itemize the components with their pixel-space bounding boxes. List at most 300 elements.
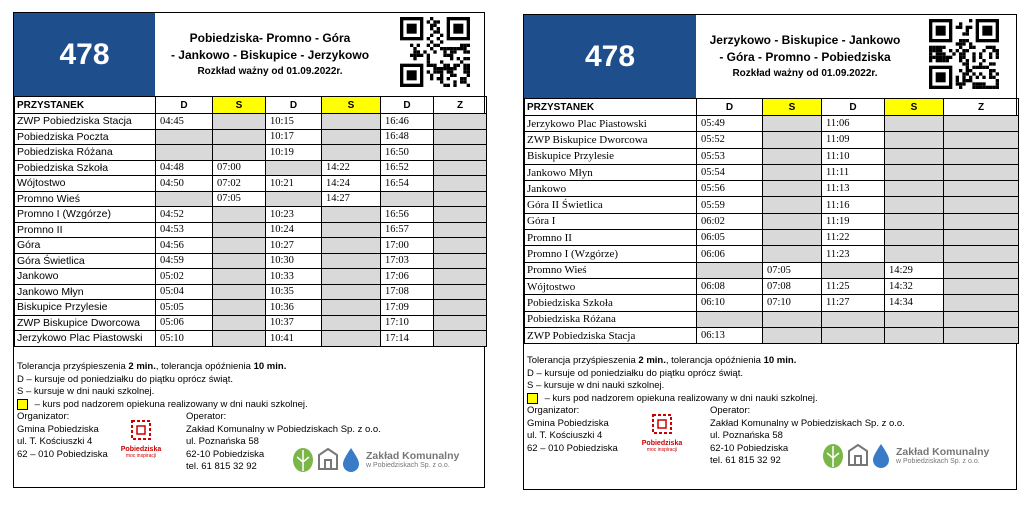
departure-time: [266, 191, 322, 207]
departure-time: [944, 116, 1019, 132]
departure-time: 04:48: [156, 160, 213, 176]
table-row: [15, 129, 487, 145]
departure-time: [763, 181, 822, 197]
table-row: [525, 116, 1019, 132]
organizer-label: Organizator:: [17, 411, 70, 422]
departure-time: 14:29: [885, 262, 944, 278]
stop-name: Jankowo: [525, 181, 697, 197]
stop-name: Pobiedziska Poczta: [15, 129, 156, 145]
departure-time: 05:10: [156, 331, 213, 347]
departure-time: 10:33: [266, 269, 322, 285]
departure-time: [213, 145, 266, 161]
departure-time: [944, 311, 1019, 327]
operator-line: ul. Poznańska 58: [710, 430, 783, 441]
timetable-right: [523, 14, 1017, 490]
tolerance-text: Tolerancja przyśpieszenia: [17, 361, 129, 372]
departure-time: [213, 207, 266, 223]
table-row: [525, 278, 1019, 294]
header: [14, 13, 484, 97]
zk-logo-icon: [822, 441, 892, 469]
table-row: [15, 207, 487, 223]
departure-time: [434, 191, 487, 207]
departure-time: [763, 311, 822, 327]
departure-time: [822, 327, 885, 343]
logo-sub: moc inspiracji: [646, 447, 678, 453]
header: [524, 15, 1016, 99]
departure-time: 05:59: [697, 197, 763, 213]
organizer-line: 62 – 010 Pobiedziska: [527, 442, 618, 454]
route-number: 478: [524, 15, 696, 98]
yellow-square-icon: [527, 393, 538, 404]
departure-time: 05:54: [697, 164, 763, 180]
operator-line: tel. 61 815 32 92: [710, 455, 781, 466]
yellow-note-text: – kurs pod nadzorem opiekuna realizowany w dni nauki szkolnej.: [542, 392, 818, 404]
departure-time: [434, 284, 487, 300]
table-row: [525, 213, 1019, 229]
stop-name: ZWP Biskupice Dworcowa: [15, 315, 156, 331]
route-line-2: - Jankowo - Biskupice - Jerzykowo: [170, 48, 370, 62]
operator-line: tel. 61 815 32 92: [186, 461, 257, 472]
departure-time: 05:02: [156, 269, 213, 285]
d-note: D – kursuje od poniedziałku do piątku oprócz świąt.: [17, 373, 233, 385]
departure-time: 10:27: [266, 238, 322, 254]
departure-time: [944, 295, 1019, 311]
s-note: S – kursuje w dni nauki szkolnej.: [17, 386, 155, 397]
departure-time: 06:05: [697, 230, 763, 246]
departure-time: 10:30: [266, 253, 322, 269]
table-row: [525, 148, 1019, 164]
stop-name: Pobiedziska Szkoła: [525, 295, 697, 311]
col-s: S: [322, 97, 381, 114]
departure-time: 05:05: [156, 300, 213, 316]
stop-name: Promno I (Wzgórze): [15, 207, 156, 223]
route-line-2: - Góra - Promno - Pobiedziska: [719, 50, 891, 64]
notes: [527, 355, 818, 405]
departure-time: 11:11: [822, 164, 885, 180]
stop-name: Góra I: [525, 213, 697, 229]
departure-time: 11:22: [822, 230, 885, 246]
departure-time: 05:56: [697, 181, 763, 197]
pobiedziska-logo-icon: [651, 413, 673, 435]
departure-time: [322, 114, 381, 130]
departure-time: 05:52: [697, 132, 763, 148]
departure-time: [434, 238, 487, 254]
departure-time: 17:14: [381, 331, 434, 347]
zk-logo: [292, 445, 459, 473]
departure-time: [763, 164, 822, 180]
departure-time: [944, 213, 1019, 229]
departure-time: 04:45: [156, 114, 213, 130]
operator-line: Zakład Komunalny w Pobiedziskach Sp. z o.o.: [710, 417, 905, 429]
departure-time: 10:36: [266, 300, 322, 316]
organizer-line: Gmina Pobiedziska: [17, 423, 99, 435]
organizer: [17, 411, 108, 461]
stop-name: ZWP Biskupice Dworcowa: [525, 132, 697, 148]
departure-time: [434, 300, 487, 316]
departure-time: [763, 148, 822, 164]
table-row: [525, 164, 1019, 180]
departure-time: [763, 132, 822, 148]
departure-time: [213, 331, 266, 347]
stop-name: Góra II Świetlica: [525, 197, 697, 213]
col-stop: PRZYSTANEK: [525, 99, 697, 116]
departure-time: [322, 331, 381, 347]
departure-time: [434, 114, 487, 130]
s-note: S – kursuje w dni nauki szkolnej.: [527, 380, 665, 391]
departure-time: [434, 315, 487, 331]
departure-time: [944, 246, 1019, 262]
col-s: S: [885, 99, 944, 116]
departure-time: [213, 253, 266, 269]
departure-time: [434, 207, 487, 223]
organizer-line: Gmina Pobiedziska: [527, 417, 609, 429]
departure-time: [156, 191, 213, 207]
col-s: S: [213, 97, 266, 114]
zk-logo: [822, 441, 989, 469]
departure-time: 16:57: [381, 222, 434, 238]
departure-time: 17:00: [381, 238, 434, 254]
departure-time: [213, 269, 266, 285]
tolerance-text: Tolerancja przyśpieszenia: [527, 355, 639, 366]
departure-time: 10:41: [266, 331, 322, 347]
stop-name: Pobiedziska Różana: [525, 311, 697, 327]
table-row: [525, 295, 1019, 311]
qr-code-icon: [400, 17, 470, 87]
route-title: [155, 13, 385, 96]
departure-time: 06:08: [697, 278, 763, 294]
departure-time: [885, 213, 944, 229]
route-number: 478: [14, 13, 155, 96]
table-row: [525, 197, 1019, 213]
table-row: [15, 114, 487, 130]
departure-time: 11:16: [822, 197, 885, 213]
departure-time: [156, 145, 213, 161]
departure-time: [434, 176, 487, 192]
departure-time: [322, 145, 381, 161]
tolerance-accel: 2 min.: [128, 361, 156, 372]
departure-time: [213, 114, 266, 130]
stop-name: Biskupice Przylesie: [525, 148, 697, 164]
stop-name: ZWP Pobiedziska Stacja: [15, 114, 156, 130]
departure-time: 07:08: [763, 278, 822, 294]
departure-time: 06:13: [697, 327, 763, 343]
departure-time: 17:10: [381, 315, 434, 331]
departure-time: 04:52: [156, 207, 213, 223]
departure-time: 04:53: [156, 222, 213, 238]
table-row: [15, 253, 487, 269]
col-stop: PRZYSTANEK: [15, 97, 156, 114]
tolerance-note: [527, 355, 818, 368]
tolerance-delay: 10 min.: [763, 355, 797, 366]
departure-time: [944, 132, 1019, 148]
departure-time: [944, 148, 1019, 164]
table-row: [525, 311, 1019, 327]
stop-name: Góra Świetlica: [15, 253, 156, 269]
stop-name: Promno I (Wzgórze): [525, 246, 697, 262]
col-z: Z: [434, 97, 487, 114]
zk-logo-title: Zakład Komunalny: [366, 449, 460, 462]
departure-time: [697, 311, 763, 327]
organizer-label: Organizator:: [527, 405, 580, 416]
table-row: [15, 145, 487, 161]
operator-label: Operator:: [710, 405, 751, 416]
route-line-1: Jerzykowo - Biskupice - Jankowo: [709, 33, 901, 47]
departure-time: 11:27: [822, 295, 885, 311]
departure-time: [944, 181, 1019, 197]
departure-time: 11:10: [822, 148, 885, 164]
tolerance-accel: 2 min.: [638, 355, 666, 366]
timetable: [524, 98, 1019, 344]
table-row: [15, 284, 487, 300]
col-d: D: [697, 99, 763, 116]
departure-time: 06:06: [697, 246, 763, 262]
zk-logo-title: Zakład Komunalny: [896, 445, 990, 458]
notes: [17, 361, 308, 411]
departure-time: [944, 164, 1019, 180]
departure-time: 06:02: [697, 213, 763, 229]
departure-time: 10:15: [266, 114, 322, 130]
departure-time: 07:10: [763, 295, 822, 311]
departure-time: [885, 311, 944, 327]
departure-time: 10:17: [266, 129, 322, 145]
departure-time: [434, 129, 487, 145]
departure-time: 17:03: [381, 253, 434, 269]
route-title: [696, 15, 914, 98]
departure-time: 07:05: [763, 262, 822, 278]
table-row: [15, 315, 487, 331]
departure-time: [763, 213, 822, 229]
pobiedziska-logo: [639, 413, 685, 459]
departure-time: [213, 284, 266, 300]
departure-time: 16:52: [381, 160, 434, 176]
departure-time: [763, 116, 822, 132]
departure-time: 10:24: [266, 222, 322, 238]
col-d: D: [381, 97, 434, 114]
departure-time: 04:50: [156, 176, 213, 192]
departure-time: 05:49: [697, 116, 763, 132]
stop-name: Promno II: [15, 222, 156, 238]
departure-time: [885, 164, 944, 180]
departure-time: [213, 300, 266, 316]
logo-name: Pobiedziska: [641, 440, 683, 447]
departure-time: 14:32: [885, 278, 944, 294]
departure-time: [763, 230, 822, 246]
departure-time: 05:06: [156, 315, 213, 331]
table-row: [525, 132, 1019, 148]
organizer: [527, 405, 618, 455]
departure-time: 10:35: [266, 284, 322, 300]
departure-time: [885, 116, 944, 132]
departure-time: [763, 327, 822, 343]
stop-name: Jerzykowo Plac Piastowski: [525, 116, 697, 132]
table-row: [525, 230, 1019, 246]
timetable-left: [13, 12, 485, 488]
departure-time: [885, 197, 944, 213]
table-row: [525, 327, 1019, 343]
departure-time: 14:22: [322, 160, 381, 176]
departure-time: [213, 315, 266, 331]
departure-time: [885, 230, 944, 246]
operator-line: 62-10 Pobiedziska: [186, 448, 265, 460]
departure-time: [322, 315, 381, 331]
departure-time: 07:00: [213, 160, 266, 176]
organizer-line: 62 – 010 Pobiedziska: [17, 448, 108, 460]
pobiedziska-logo: [118, 419, 164, 465]
departure-time: 10:23: [266, 207, 322, 223]
yellow-square-icon: [17, 399, 28, 410]
table-row: [525, 181, 1019, 197]
departure-time: 07:02: [213, 176, 266, 192]
stop-name: Promno Wieś: [525, 262, 697, 278]
departure-time: 10:19: [266, 145, 322, 161]
departure-time: [944, 262, 1019, 278]
stop-name: Promno II: [525, 230, 697, 246]
departure-time: 11:23: [822, 246, 885, 262]
departure-time: [434, 269, 487, 285]
stop-name: Wójtostwo: [15, 176, 156, 192]
col-z: Z: [944, 99, 1019, 116]
stop-name: Jankowo Młyn: [525, 164, 697, 180]
departure-time: 16:46: [381, 114, 434, 130]
logo-name: Pobiedziska: [120, 446, 162, 453]
departure-time: 14:27: [322, 191, 381, 207]
departure-time: 06:10: [697, 295, 763, 311]
tolerance-text: , tolerancja opóźnienia: [155, 361, 254, 372]
valid-from: Rozkład ważny od 01.09.2022r.: [732, 68, 878, 79]
departure-time: [322, 238, 381, 254]
departure-time: [434, 160, 487, 176]
departure-time: [885, 327, 944, 343]
table-row: [15, 269, 487, 285]
stop-name: Wójtostwo: [525, 278, 697, 294]
operator-line: 62-10 Pobiedziska: [710, 442, 789, 454]
departure-time: [322, 222, 381, 238]
departure-time: 16:54: [381, 176, 434, 192]
header-row: [525, 99, 1019, 116]
departure-time: [213, 222, 266, 238]
departure-time: [944, 327, 1019, 343]
qr-code-icon: [929, 19, 999, 89]
departure-time: 07:05: [213, 191, 266, 207]
tolerance-delay: 10 min.: [253, 361, 287, 372]
departure-time: 16:50: [381, 145, 434, 161]
stop-name: Jankowo: [15, 269, 156, 285]
departure-time: [822, 262, 885, 278]
departure-time: [213, 129, 266, 145]
departure-time: [697, 262, 763, 278]
departure-time: 14:34: [885, 295, 944, 311]
departure-time: [944, 278, 1019, 294]
departure-time: [266, 160, 322, 176]
table-row: [15, 331, 487, 347]
departure-time: 04:56: [156, 238, 213, 254]
departure-time: 05:53: [697, 148, 763, 164]
departure-time: 16:48: [381, 129, 434, 145]
departure-time: 11:25: [822, 278, 885, 294]
col-d: D: [156, 97, 213, 114]
table-row: [525, 262, 1019, 278]
departure-time: [322, 207, 381, 223]
table-row: [15, 300, 487, 316]
col-s: S: [763, 99, 822, 116]
yellow-note: [527, 393, 818, 406]
stop-name: Jankowo Młyn: [15, 284, 156, 300]
tolerance-note: [17, 361, 308, 374]
departure-time: 14:24: [322, 176, 381, 192]
operator-line: ul. Poznańska 58: [186, 436, 259, 447]
stop-name: Biskupice Przylesie: [15, 300, 156, 316]
departure-time: 11:06: [822, 116, 885, 132]
route-line-1: Pobiedziska- Promno - Góra: [189, 31, 351, 45]
departure-time: [322, 300, 381, 316]
table-row: [15, 238, 487, 254]
stop-name: Pobiedziska Różana: [15, 145, 156, 161]
departure-time: 11:09: [822, 132, 885, 148]
stop-name: Pobiedziska Szkoła: [15, 160, 156, 176]
departure-time: [944, 230, 1019, 246]
departure-time: [156, 129, 213, 145]
table-row: [15, 191, 487, 207]
table-row: [525, 246, 1019, 262]
operator-label: Operator:: [186, 411, 227, 422]
departure-time: [763, 197, 822, 213]
departure-time: [322, 253, 381, 269]
stop-name: Góra: [15, 238, 156, 254]
col-d: D: [266, 97, 322, 114]
valid-from: Rozkład ważny od 01.09.2022r.: [197, 66, 343, 77]
departure-time: 17:06: [381, 269, 434, 285]
pobiedziska-logo-icon: [130, 419, 152, 441]
departure-time: [885, 148, 944, 164]
yellow-note: [17, 399, 308, 412]
departure-time: 05:04: [156, 284, 213, 300]
departure-time: 04:59: [156, 253, 213, 269]
departure-time: 11:13: [822, 181, 885, 197]
departure-time: [213, 238, 266, 254]
departure-time: 17:08: [381, 284, 434, 300]
departure-time: [322, 269, 381, 285]
departure-time: [434, 145, 487, 161]
d-note: D – kursuje od poniedziałku do piątku oprócz świąt.: [527, 367, 743, 379]
departure-time: [434, 222, 487, 238]
departure-time: [822, 311, 885, 327]
departure-time: [944, 197, 1019, 213]
organizer-line: ul. T. Kościuszki 4: [17, 436, 93, 447]
timetable: [14, 96, 487, 347]
table-row: [15, 160, 487, 176]
logo-sub: moc inspiracji: [125, 453, 157, 459]
table-row: [15, 222, 487, 238]
departure-time: [763, 246, 822, 262]
operator-line: Zakład Komunalny w Pobiedziskach Sp. z o.o.: [186, 423, 381, 435]
stop-name: Jerzykowo Plac Piastowski: [15, 331, 156, 347]
table-row: [15, 176, 487, 192]
departure-time: [322, 284, 381, 300]
tolerance-text: , tolerancja opóźnienia: [665, 355, 764, 366]
zk-logo-icon: [292, 445, 362, 473]
departure-time: [885, 132, 944, 148]
departure-time: 16:56: [381, 207, 434, 223]
departure-time: [322, 129, 381, 145]
col-d: D: [822, 99, 885, 116]
zk-logo-sub: w Pobiedziskach Sp. z o.o.: [896, 457, 980, 465]
departure-time: 10:37: [266, 315, 322, 331]
departure-time: [885, 246, 944, 262]
yellow-note-text: – kurs pod nadzorem opiekuna realizowany w dni nauki szkolnej.: [32, 398, 308, 410]
stop-name: Promno Wieś: [15, 191, 156, 207]
departure-time: 17:09: [381, 300, 434, 316]
departure-time: 10:21: [266, 176, 322, 192]
